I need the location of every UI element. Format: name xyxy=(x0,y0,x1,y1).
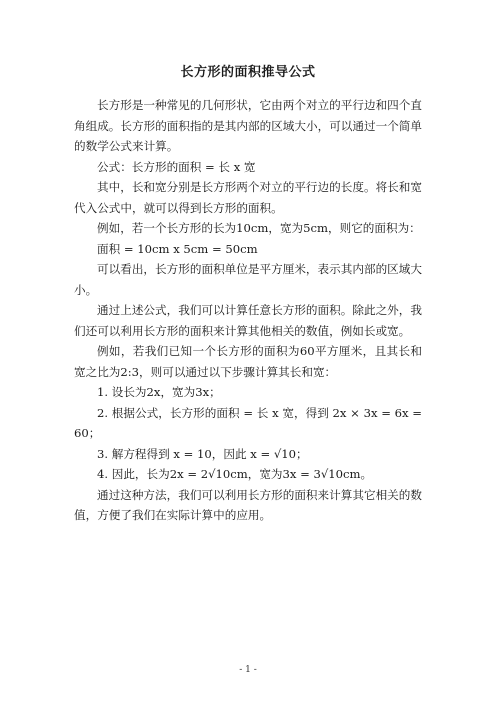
paragraph-formula: 公式：长方形的面积 = 长 x 宽 xyxy=(97,159,256,174)
document-title: 长方形的面积推导公式 xyxy=(180,65,316,80)
paragraph-explanation: 其中，长和宽分别是长方形两个对立的平行边的长度。将长和宽代入公式中，就可以得到长方形的面积。 xyxy=(74,180,422,215)
paragraph-unit: 可以看出，长方形的面积单位是平方厘米，表示其内部的区域大小。 xyxy=(74,262,422,297)
step-3: 3. 解方程得到 x = 10，因此 x = √10； xyxy=(97,446,308,461)
paragraph-example-calc: 面积 = 10cm x 5cm = 50cm xyxy=(97,241,258,256)
step-1: 1. 设长为2x，宽为3x； xyxy=(97,385,221,399)
paragraph-application: 通过上述公式，我们可以计算任意长方形的面积。除此之外，我们还可以利用长方形的面积来计算其他相关的数值，例如长或宽。 xyxy=(74,303,422,338)
step-2: 2. 根据公式，长方形的面积 = 长 x 宽，得到 2x × 3x = 6x = 60； xyxy=(74,405,422,440)
paragraph-conclusion: 通过这种方法，我们可以利用长方形的面积来计算其它相关的数值，方便了我们在实际计算中的应用。 xyxy=(74,487,422,522)
paragraph-example-2: 例如，若我们已知一个长方形的面积为60平方厘米，且其长和宽之比为2:3，则可以通过以下步骤计算其长和宽： xyxy=(74,344,422,379)
page-number: - 1 - xyxy=(239,665,257,675)
paragraph-example: 例如，若一个长方形的长为10cm，宽为5cm，则它的面积为： xyxy=(97,221,421,235)
paragraph-intro: 长方形是一种常见的几何形状，它由两个对立的平行边和四个直角组成。长方形的面积指的是其内部的区域大小，可以通过一个简单的数学公式来计算。 xyxy=(74,98,422,153)
document-body xyxy=(74,95,422,526)
step-4: 4. 因此，长为2x = 2√10cm，宽为3x = 3√10cm。 xyxy=(97,467,373,481)
